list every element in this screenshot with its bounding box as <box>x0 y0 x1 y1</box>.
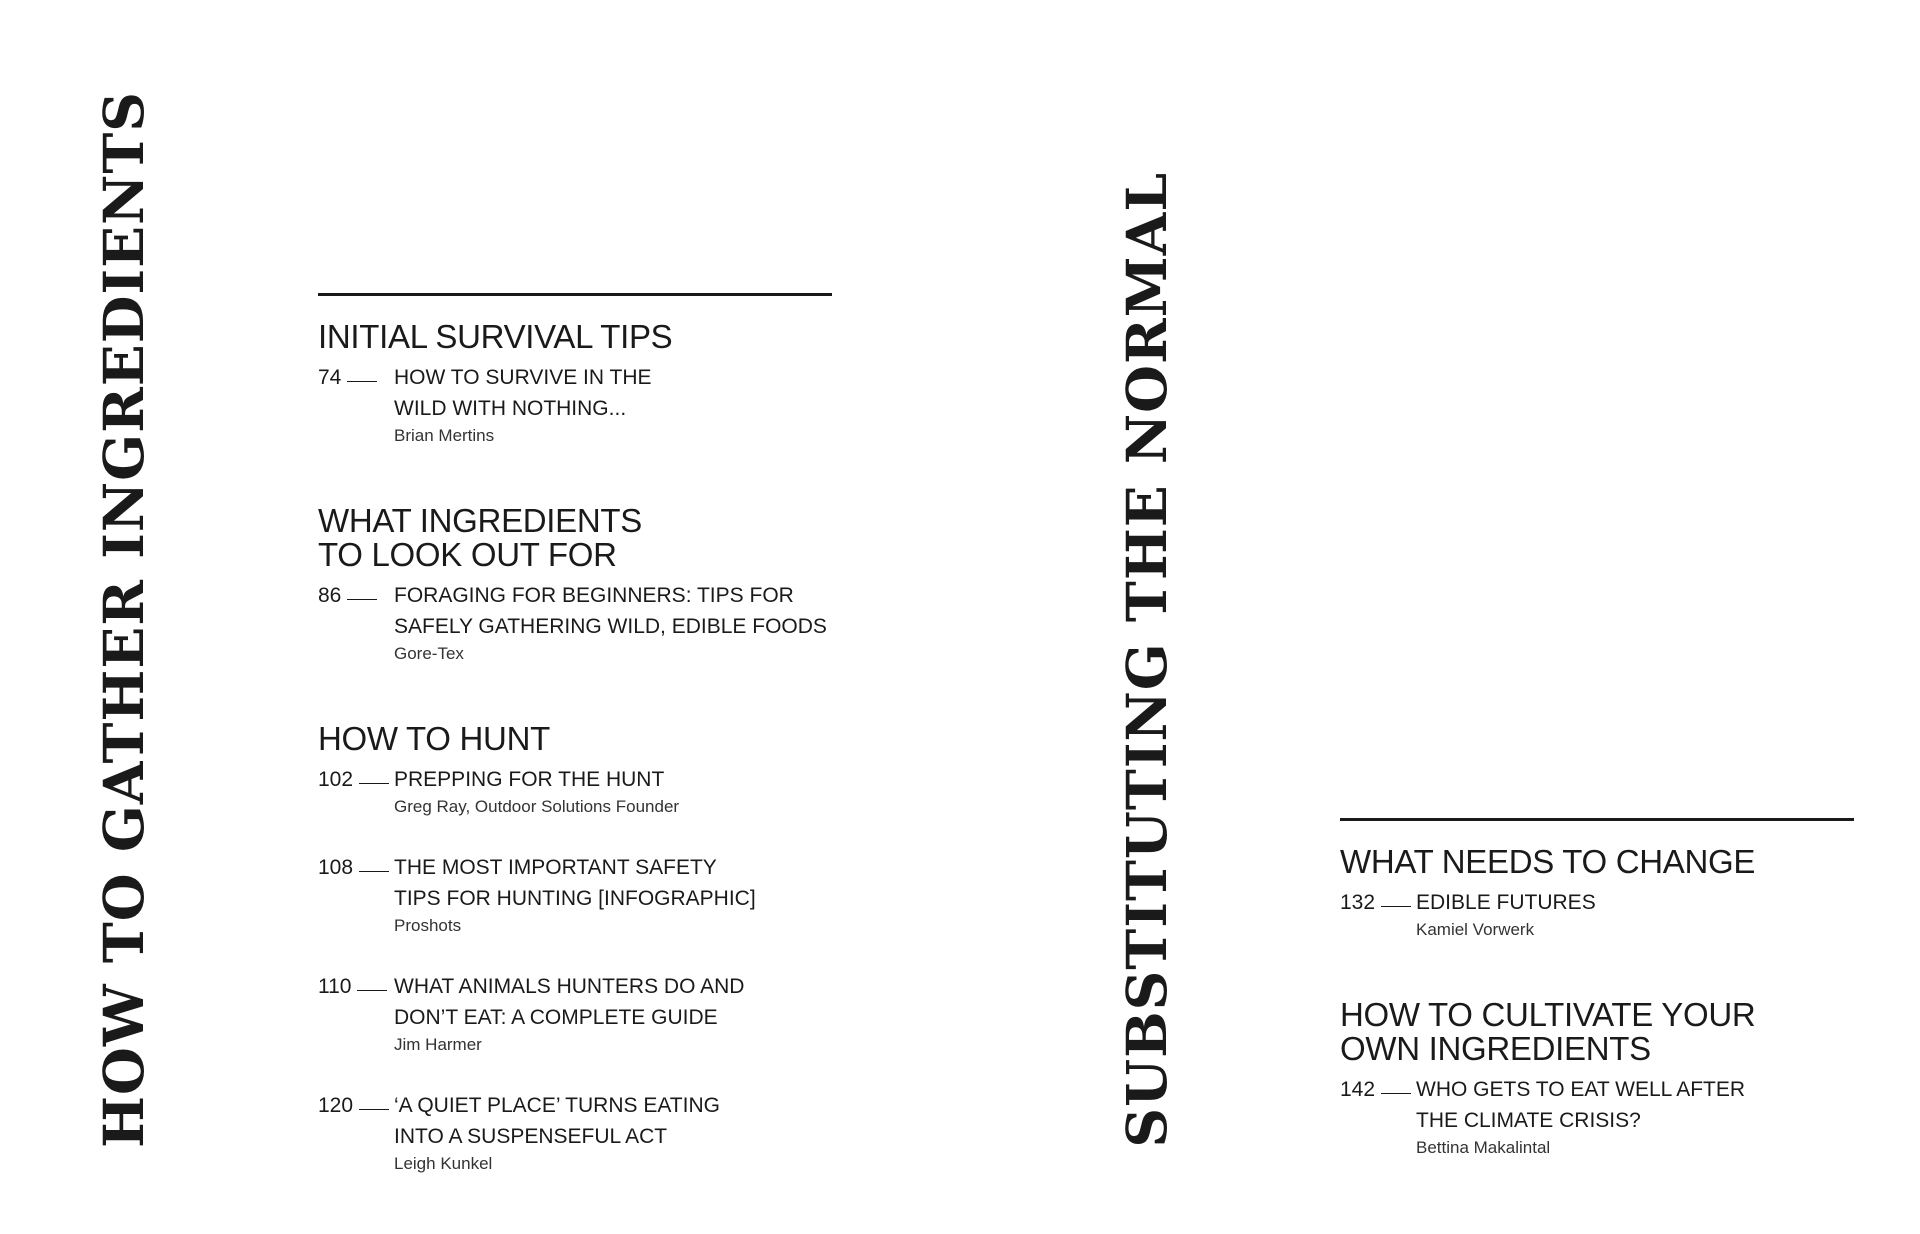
leader-dash <box>347 599 377 600</box>
toc-entry[interactable] <box>1340 887 1854 942</box>
left-contents-column <box>318 293 832 1176</box>
toc-entry[interactable] <box>318 362 832 448</box>
section-how-to-cultivate <box>1340 998 1854 1160</box>
right-contents-column <box>1340 818 1854 1160</box>
section-title: INITIAL SURVIVAL TIPS <box>318 318 673 355</box>
entry-title: WHAT ANIMALS HUNTERS DO AND DON’T EAT: A COMPLETE GUIDE <box>394 975 745 1029</box>
entry-title: WHO GETS TO EAT WELL AFTER THE CLIMATE CRISIS? <box>1416 1078 1746 1132</box>
entry-title: THE MOST IMPORTANT SAFETY TIPS FOR HUNTING [INFOGRAPHIC] <box>394 856 756 910</box>
entry-title: FORAGING FOR BEGINNERS: TIPS FOR SAFELY GATHERING WILD, EDIBLE FOODS <box>394 584 827 638</box>
section-title: WHAT NEEDS TO CHANGE <box>1340 843 1756 880</box>
left-top-rule <box>318 293 832 296</box>
toc-entry[interactable] <box>318 764 832 819</box>
section-initial-survival-tips <box>318 320 832 448</box>
page-number: 142 <box>1340 1074 1416 1160</box>
section-what-needs-to-change <box>1340 845 1854 942</box>
right-top-rule <box>1340 818 1854 821</box>
right-vertical-title-text: SUBSTITUTING THE NORMAL <box>1113 172 1179 1148</box>
page-number: 120 <box>318 1090 394 1176</box>
entry-title: ‘A QUIET PLACE’ TURNS EATING INTO A SUSPENSEFUL ACT <box>394 1094 720 1148</box>
left-vertical-title-text: HOW TO GATHER INGREDIENTS <box>90 91 156 1148</box>
toc-entry[interactable] <box>1340 1074 1854 1160</box>
toc-entry[interactable] <box>318 1090 832 1176</box>
entry-author: Bettina Makalintal <box>1416 1138 1551 1157</box>
toc-entry[interactable] <box>318 971 832 1057</box>
leader-dash <box>357 990 387 991</box>
leader-dash <box>1381 906 1411 907</box>
right-vertical-title <box>1106 0 1186 1234</box>
left-vertical-title <box>83 0 163 1234</box>
leader-dash <box>359 783 389 784</box>
entry-title: HOW TO SURVIVE IN THE WILD WITH NOTHING... <box>394 366 652 420</box>
page-number: 108 <box>318 852 394 938</box>
leader-dash <box>359 871 389 872</box>
leader-dash <box>1381 1093 1411 1094</box>
toc-entry[interactable] <box>318 852 832 938</box>
page-number: 86 <box>318 580 394 666</box>
entry-author: Greg Ray, Outdoor Solutions Founder <box>394 797 680 816</box>
entry-title: PREPPING FOR THE HUNT <box>394 768 665 791</box>
page-number: 110 <box>318 971 394 1057</box>
section-how-to-hunt <box>318 722 832 1176</box>
entry-author: Gore-Tex <box>394 644 464 663</box>
entry-author: Leigh Kunkel <box>394 1154 493 1173</box>
entry-author: Jim Harmer <box>394 1035 482 1054</box>
entry-author: Kamiel Vorwerk <box>1416 920 1535 939</box>
section-what-ingredients <box>318 504 832 666</box>
entry-title: EDIBLE FUTURES <box>1416 891 1596 914</box>
leader-dash <box>347 381 377 382</box>
page-number: 132 <box>1340 887 1416 942</box>
toc-entry[interactable] <box>318 580 832 666</box>
page-number: 74 <box>318 362 394 448</box>
leader-dash <box>359 1109 389 1110</box>
section-title: WHAT INGREDIENTS TO LOOK OUT FOR <box>318 502 642 573</box>
entry-author: Proshots <box>394 916 462 935</box>
section-title: HOW TO CULTIVATE YOUR OWN INGREDIENTS <box>1340 996 1756 1067</box>
section-title: HOW TO HUNT <box>318 720 550 757</box>
entry-author: Brian Mertins <box>394 426 495 445</box>
page-number: 102 <box>318 764 394 819</box>
